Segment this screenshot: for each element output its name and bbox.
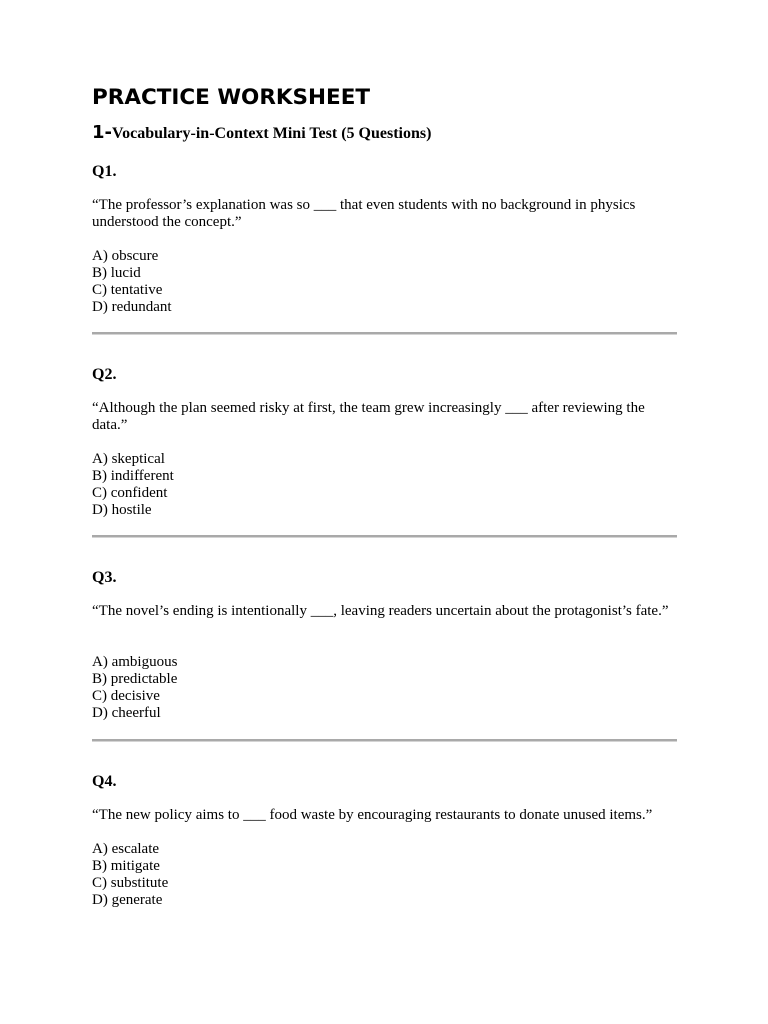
question-text: “The novel’s ending is intentionally ___, leaving readers uncertain about the protagonist’s fate.” [92,603,669,619]
option-c: C) confident [92,485,168,501]
question-label: Q4. [92,773,117,790]
question-divider [92,535,677,538]
section-title: Vocabulary-in-Context Mini Test (5 Questions) [112,125,432,142]
option-a: A) escalate [92,841,160,857]
answer-options [92,654,177,722]
option-c: C) decisive [92,688,160,704]
option-b: B) predictable [92,671,178,687]
question-divider [92,332,677,335]
question-text: “The professor’s explanation was so ___ that even students with no background in physics understood the concept.” [92,197,636,230]
option-d: D) hostile [92,502,152,518]
option-a: A) skeptical [92,451,165,467]
option-c: C) substitute [92,875,169,891]
option-d: D) redundant [92,299,172,315]
question-label: Q2. [92,366,117,383]
section-number: 1- [92,122,112,143]
section-heading [92,121,431,146]
question-text: “Although the plan seemed risky at first, the team grew increasingly ___ after reviewing the data.” [92,400,645,433]
option-a: A) obscure [92,248,159,264]
answer-options [92,451,174,519]
option-d: D) generate [92,892,163,908]
option-a: A) ambiguous [92,654,178,670]
question-label: Q3. [92,569,117,586]
question-text: “The new policy aims to ___ food waste by encouraging restaurants to donate unused items.” [92,807,653,823]
answer-options [92,248,172,316]
option-c: C) tentative [92,282,163,298]
question-label: Q1. [92,163,117,180]
option-b: B) lucid [92,265,141,281]
answer-options [92,841,168,909]
option-d: D) cheerful [92,705,161,721]
option-b: B) indifferent [92,468,174,484]
question-divider [92,739,677,742]
worksheet-title: PRACTICE WORKSHEET [92,85,371,110]
option-b: B) mitigate [92,858,160,874]
